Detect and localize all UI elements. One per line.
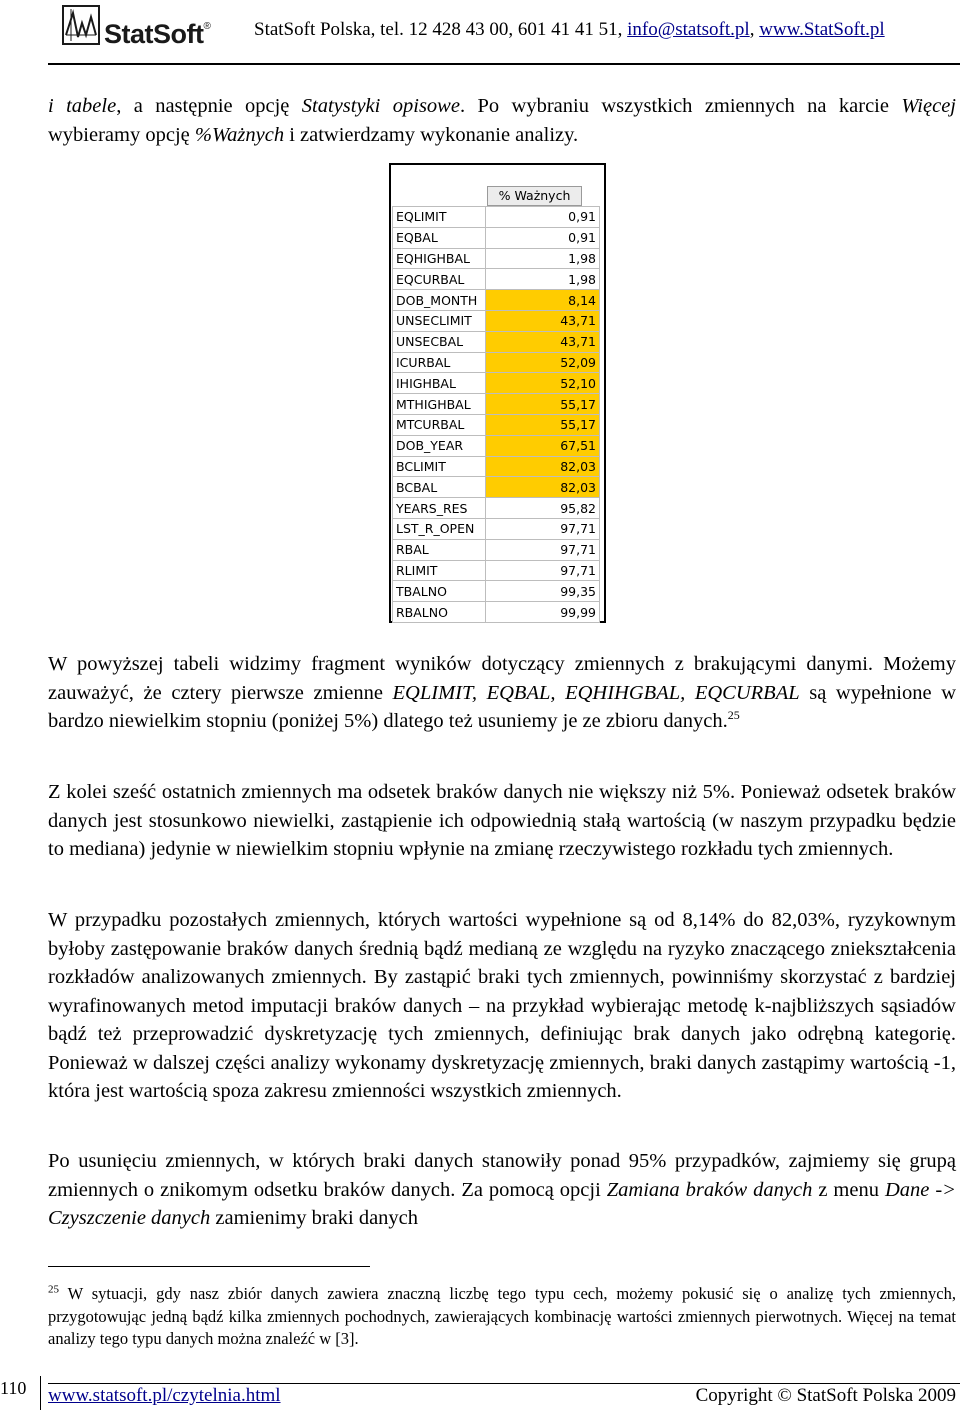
logo-text: StatSoft xyxy=(104,19,204,49)
table-row-variable-name: LST_R_OPEN xyxy=(393,518,486,539)
p1-text-d: i zatwierdzamy wykonanie analizy. xyxy=(284,123,579,146)
footer-copyright: Copyright © StatSoft Polska 2009 xyxy=(695,1385,956,1406)
paragraph-3: Z kolei sześć ostatnich zmiennych ma odsetek braków danych nie większy niż 5%. Ponieważ odsetek braków danych jest stosunkowo niewielki, zastąpienie ich odpowiednią stałą wartością (w naszym przypadku będzie to mediana) jedynie w niewielkim stopniu wpłynie na zmianę rzeczywistego rozkładu tych zmiennych. xyxy=(48,781,956,860)
table-row xyxy=(393,539,600,560)
p2-variable-names: EQLIMIT, EQBAL, EQHIHGBAL, EQCURBAL xyxy=(392,681,800,704)
p1-term-waznych: %Ważnych xyxy=(194,123,285,146)
p5-term-zamiana: Zamiana braków danych xyxy=(606,1178,813,1201)
p2-text-a: W powyższej tabeli widzimy fragment wyników dotyczący zmiennych z brakującymi danymi. Możemy zauważyć, że cztery pierwsze zmienne xyxy=(48,653,956,704)
table-row-valid-percent: 8,14 xyxy=(486,290,600,311)
table-row xyxy=(393,394,600,415)
table-row xyxy=(393,373,600,394)
table-row-variable-name: BCBAL xyxy=(393,477,486,498)
table-column-header: % Ważnych xyxy=(487,186,582,206)
table-row-valid-percent: 52,10 xyxy=(486,373,600,394)
footer-divider xyxy=(48,1383,960,1384)
paragraph-2 xyxy=(48,650,956,736)
table-row-valid-percent: 97,71 xyxy=(486,518,600,539)
table-row-valid-percent: 82,03 xyxy=(486,477,600,498)
table-row-variable-name: EQHIGHBAL xyxy=(393,248,486,269)
page-header xyxy=(0,0,960,75)
table-row-variable-name: YEARS_RES xyxy=(393,498,486,519)
footnote-divider xyxy=(48,1266,370,1267)
table-row-valid-percent: 99,35 xyxy=(486,581,600,602)
table-row-valid-percent: 52,09 xyxy=(486,352,600,373)
table-row xyxy=(393,290,600,311)
table-row xyxy=(393,331,600,352)
table-row xyxy=(393,227,600,248)
table-row xyxy=(393,602,600,623)
p1-text-c: wybieramy opcję xyxy=(48,123,195,146)
p1-text-b: . Po wybraniu wszystkich zmiennych na karcie xyxy=(459,95,902,117)
logo-registered-mark: ® xyxy=(203,21,211,32)
statistics-table xyxy=(389,163,606,623)
table-row xyxy=(393,414,600,435)
table-row-valid-percent: 0,91 xyxy=(486,227,600,248)
table-row xyxy=(393,207,600,228)
table-row-variable-name: DOB_YEAR xyxy=(393,435,486,456)
table-row-variable-name: MTHIGHBAL xyxy=(393,394,486,415)
website-link[interactable]: www.StatSoft.pl xyxy=(759,19,885,40)
p1-term-statystyki: Statystyki opisowe xyxy=(301,95,460,117)
table-row xyxy=(393,456,600,477)
statsoft-logo xyxy=(62,5,262,50)
header-contact xyxy=(254,19,885,41)
statistics-table-grid xyxy=(392,206,600,623)
table-row-variable-name: MTCURBAL xyxy=(393,414,486,435)
table-row-valid-percent: 0,91 xyxy=(486,207,600,228)
paragraph-4: W przypadku pozostałych zmiennych, których wartości wypełnione są od 8,14% do 82,03%, ryzykownym byłoby zastępowanie braków danych średnią bądź medianą ze względu na ryzyko znaczącego zniekształcenia rozkładów analizowanych zmiennych. By zastąpić braki tych zmiennych, powinniśmy skorzystać z bardziej wyrafinowanych metod imputacji braków danych – na przykład wybierając metodę k-najbliższych sąsiadów bądź też przeprowadzić dyskretyzację tych zmiennych, definiując brak danych jako odrębną kategorię. Ponieważ w dalszej części analizy wykonamy dyskretyzację zmiennych, braki danych zastąpimy wartością -1, która jest wartością spoza zakresu zmienności wszystkich zmiennych. xyxy=(48,909,956,1102)
p2-text-b: są wypełnione w bardzo niewielkim stopniu (poniżej 5%) dlatego też usuniemy je ze zbioru danych. xyxy=(48,681,956,732)
table-row-variable-name: UNSECBAL xyxy=(393,331,486,352)
footnote-number: 25 xyxy=(48,1283,59,1296)
table-row xyxy=(393,477,600,498)
table-row-valid-percent: 1,98 xyxy=(486,269,600,290)
table-row-valid-percent: 97,71 xyxy=(486,539,600,560)
table-row-variable-name: BCLIMIT xyxy=(393,456,486,477)
table-row-valid-percent: 43,71 xyxy=(486,331,600,352)
table-row xyxy=(393,518,600,539)
table-row-variable-name: EQLIMIT xyxy=(393,207,486,228)
page-number: 110 xyxy=(0,1378,27,1398)
table-row xyxy=(393,560,600,581)
table-row-valid-percent: 67,51 xyxy=(486,435,600,456)
footer-link[interactable]: www.statsoft.pl/czytelnia.html xyxy=(48,1385,281,1406)
p1-term-wiecej: Więcej xyxy=(901,95,956,117)
p1-term-tabele: i tabele xyxy=(48,95,117,117)
p5-text-b: z menu xyxy=(812,1178,885,1201)
table-row xyxy=(393,581,600,602)
paragraph-1 xyxy=(48,92,956,149)
table-row-valid-percent: 55,17 xyxy=(486,394,600,415)
table-row xyxy=(393,498,600,519)
table-row-variable-name: DOB_MONTH xyxy=(393,290,486,311)
paragraph-5 xyxy=(48,1147,956,1233)
footnote-text: W sytuacji, gdy nasz zbiór danych zawiera znaczną liczbę tego typu cech, możemy pokusić się o analizę tych zmiennych, przygotowując jedną bądź kilka zmiennych pochodnych, zawierających kombinację wartości zmiennych pierwotnych. Więcej na temat analizy tego typu danych można znaleźć w [3]. xyxy=(48,1284,956,1348)
statsoft-logo-icon xyxy=(62,5,100,45)
table-row-variable-name: RBAL xyxy=(393,539,486,560)
table-row xyxy=(393,269,600,290)
table-row-valid-percent: 97,71 xyxy=(486,560,600,581)
footnote-25 xyxy=(48,1283,956,1351)
p1-text-a: , a następnie opcję xyxy=(116,95,302,117)
p5-term-menu-path: Dane -> Czyszczenie danych xyxy=(48,1178,956,1229)
table-row-variable-name: RBALNO xyxy=(393,602,486,623)
table-row-variable-name: TBALNO xyxy=(393,581,486,602)
contact-separator: , xyxy=(749,19,760,40)
page-number-divider xyxy=(40,1376,41,1410)
table-row-valid-percent: 55,17 xyxy=(486,414,600,435)
table-row-variable-name: IHIGHBAL xyxy=(393,373,486,394)
table-row-variable-name: RLIMIT xyxy=(393,560,486,581)
email-link[interactable]: info@statsoft.pl xyxy=(627,19,750,40)
table-row-variable-name: EQBAL xyxy=(393,227,486,248)
p5-text-c: zamienimy braki danych xyxy=(210,1207,419,1229)
table-row-valid-percent: 43,71 xyxy=(486,310,600,331)
table-row-valid-percent: 95,82 xyxy=(486,498,600,519)
table-row xyxy=(393,310,600,331)
contact-text: StatSoft Polska, tel. 12 428 43 00, 601 41 41 51, xyxy=(254,19,628,40)
table-row-variable-name: ICURBAL xyxy=(393,352,486,373)
table-row xyxy=(393,248,600,269)
table-row-valid-percent: 82,03 xyxy=(486,456,600,477)
table-row-valid-percent: 99,99 xyxy=(486,602,600,623)
table-row-variable-name: EQCURBAL xyxy=(393,269,486,290)
table-row xyxy=(393,435,600,456)
table-row-variable-name: UNSECLIMIT xyxy=(393,310,486,331)
header-divider xyxy=(48,63,960,65)
footnote-ref-25[interactable]: 25 xyxy=(727,708,740,723)
table-row-valid-percent: 1,98 xyxy=(486,248,600,269)
p5-text-a: Po usunięciu zmiennych, w których braki danych stanowiły ponad 95% przypadków, zajmiemy się grupą zmiennych o znikomym odsetku braków danych. Za pomocą opcji xyxy=(48,1150,956,1201)
table-row xyxy=(393,352,600,373)
